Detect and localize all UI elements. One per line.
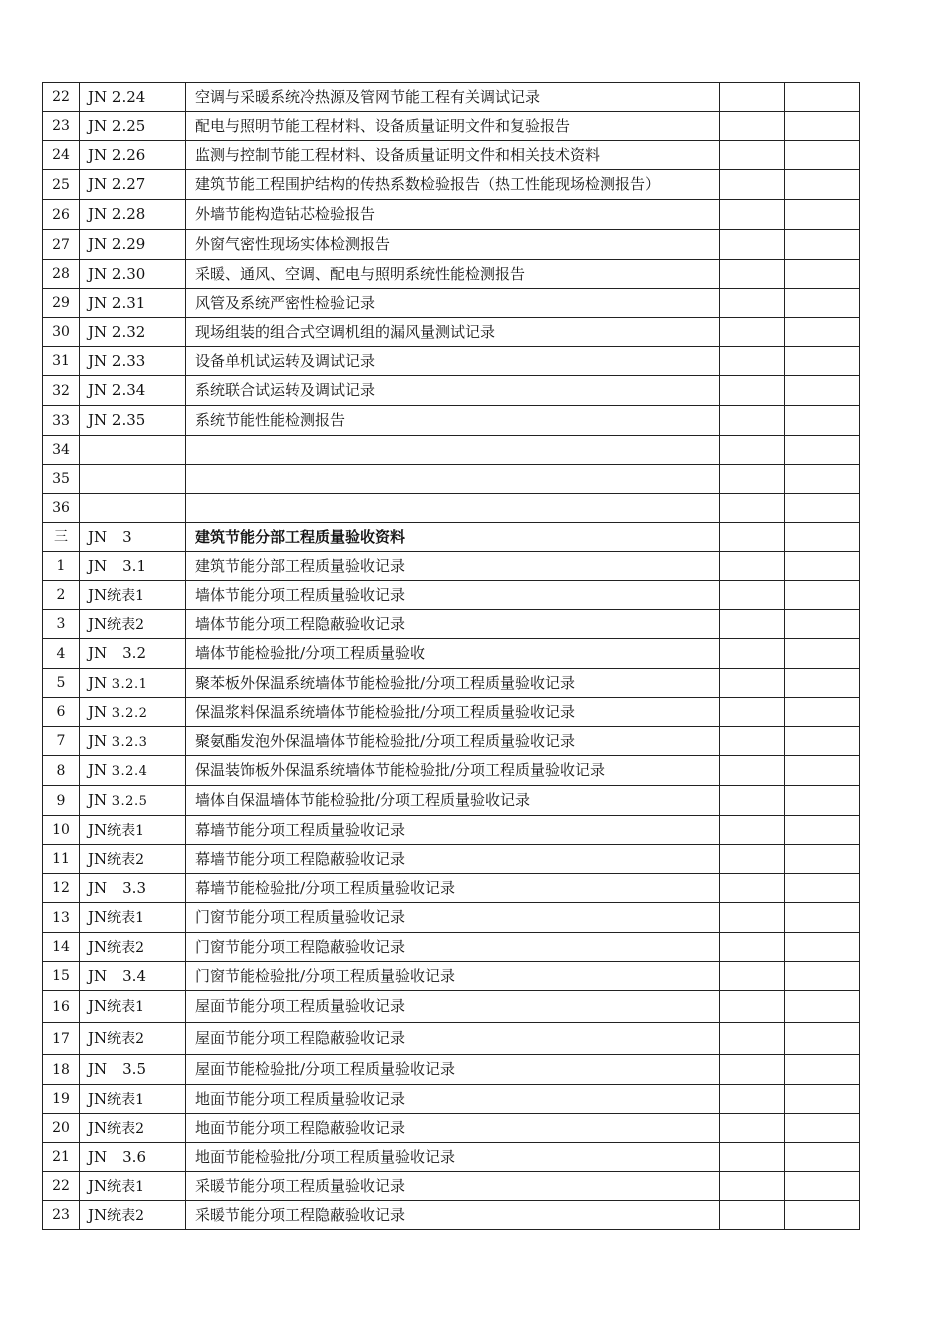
document-title: 墙体节能分项工程质量验收记录 — [186, 581, 720, 610]
table-row — [43, 962, 860, 991]
blank-cell-a — [720, 1055, 785, 1085]
document-code-suffix: 统表2 — [107, 939, 145, 956]
table-row — [43, 465, 860, 494]
row-number: 22 — [43, 1172, 80, 1201]
row-number: 10 — [43, 816, 80, 845]
document-code — [80, 1114, 186, 1143]
document-code: JN 2.32 — [80, 318, 186, 347]
document-code — [80, 933, 186, 962]
blank-cell-b — [785, 494, 860, 523]
table-row — [43, 1143, 860, 1172]
document-code: JN 3.1 — [80, 552, 186, 581]
document-code: JN 2.28 — [80, 200, 186, 230]
row-number: 7 — [43, 727, 80, 756]
table-row — [43, 698, 860, 727]
document-title: 门窗节能分项工程隐蔽验收记录 — [186, 933, 720, 962]
row-number: 13 — [43, 903, 80, 933]
document-title: 空调与采暖系统冷热源及管网节能工程有关调试记录 — [186, 83, 720, 112]
document-code — [80, 610, 186, 639]
row-number: 6 — [43, 698, 80, 727]
document-title: 墙体自保温墙体节能检验批/分项工程质量验收记录 — [186, 786, 720, 816]
row-number: 28 — [43, 260, 80, 289]
blank-cell-a — [720, 903, 785, 933]
blank-cell-a — [720, 845, 785, 874]
row-number: 26 — [43, 200, 80, 230]
blank-cell-b — [785, 1201, 860, 1230]
document-code — [80, 756, 186, 786]
blank-cell-a — [720, 83, 785, 112]
row-number: 23 — [43, 112, 80, 141]
document-code — [80, 581, 186, 610]
table-row — [43, 83, 860, 112]
row-number: 15 — [43, 962, 80, 991]
blank-cell-a — [720, 170, 785, 200]
document-code — [80, 786, 186, 816]
document-code: JN 3 — [80, 523, 186, 552]
document-code — [80, 727, 186, 756]
blank-cell-b — [785, 1085, 860, 1114]
blank-cell-a — [720, 1085, 785, 1114]
document-title: 建筑节能分部工程质量验收记录 — [186, 552, 720, 581]
blank-cell-a — [720, 1201, 785, 1230]
document-code: JN 3.6 — [80, 1143, 186, 1172]
row-number: 16 — [43, 991, 80, 1023]
blank-cell-b — [785, 669, 860, 698]
document-title: 系统联合试运转及调试记录 — [186, 376, 720, 406]
row-number: 21 — [43, 1143, 80, 1172]
table-row — [43, 112, 860, 141]
document-code-prefix: JN — [88, 849, 108, 868]
table-row — [43, 756, 860, 786]
blank-cell-a — [720, 933, 785, 962]
blank-cell-a — [720, 1172, 785, 1201]
document-code: JN 2.30 — [80, 260, 186, 289]
document-code: JN 2.33 — [80, 347, 186, 376]
document-code-suffix: 3.2.1 — [107, 676, 148, 692]
blank-cell-a — [720, 260, 785, 289]
document-title: 幕墙节能分项工程隐蔽验收记录 — [186, 845, 720, 874]
table-row — [43, 376, 860, 406]
row-number: 25 — [43, 170, 80, 200]
document-code — [80, 1201, 186, 1230]
table-row — [43, 494, 860, 523]
row-number: 8 — [43, 756, 80, 786]
blank-cell-a — [720, 552, 785, 581]
document-code-suffix: 3.2.4 — [107, 764, 148, 779]
blank-cell-b — [785, 991, 860, 1023]
row-number: 三 — [43, 523, 80, 552]
document-code — [80, 669, 186, 698]
blank-cell-b — [785, 523, 860, 552]
document-title: 屋面节能分项工程质量验收记录 — [186, 991, 720, 1023]
blank-cell-a — [720, 141, 785, 170]
blank-cell-b — [785, 1114, 860, 1143]
blank-cell-b — [785, 639, 860, 669]
table-row — [43, 874, 860, 903]
document-code — [80, 465, 186, 494]
table-row — [43, 289, 860, 318]
blank-cell-b — [785, 786, 860, 816]
document-code: JN 2.31 — [80, 289, 186, 318]
document-code-suffix: 统表2 — [107, 616, 145, 633]
row-number: 17 — [43, 1023, 80, 1055]
blank-cell-a — [720, 230, 785, 260]
document-title: 采暖节能分项工程质量验收记录 — [186, 1172, 720, 1201]
table-row — [43, 141, 860, 170]
table-row — [43, 1114, 860, 1143]
document-code-prefix: JN — [88, 1205, 108, 1224]
blank-cell-b — [785, 112, 860, 141]
table-row — [43, 669, 860, 698]
document-title: 地面节能分项工程隐蔽验收记录 — [186, 1114, 720, 1143]
blank-cell-b — [785, 756, 860, 786]
table-body — [43, 83, 860, 1230]
blank-cell-a — [720, 436, 785, 465]
document-code-prefix: JN — [88, 673, 108, 692]
blank-cell-a — [720, 874, 785, 903]
table-row — [43, 1023, 860, 1055]
blank-cell-a — [720, 756, 785, 786]
table-row — [43, 639, 860, 669]
blank-cell-a — [720, 465, 785, 494]
document-code: JN 2.34 — [80, 376, 186, 406]
document-code-suffix: 统表2 — [107, 1120, 145, 1137]
blank-cell-b — [785, 874, 860, 903]
section-row — [43, 523, 860, 552]
table-row — [43, 581, 860, 610]
blank-cell-a — [720, 406, 785, 436]
row-number: 24 — [43, 141, 80, 170]
blank-cell-a — [720, 1114, 785, 1143]
row-number: 32 — [43, 376, 80, 406]
document-code-prefix: JN — [88, 1176, 108, 1195]
document-code-suffix: 3.2.2 — [107, 705, 148, 721]
row-number: 5 — [43, 669, 80, 698]
table-row — [43, 991, 860, 1023]
row-number: 14 — [43, 933, 80, 962]
document-code-suffix: 统表1 — [107, 1091, 145, 1108]
row-number: 27 — [43, 230, 80, 260]
document-code-prefix: JN — [88, 1118, 108, 1137]
document-title: 聚苯板外保温系统墙体节能检验批/分项工程质量验收记录 — [186, 669, 720, 698]
blank-cell-b — [785, 141, 860, 170]
blank-cell-b — [785, 610, 860, 639]
document-code-prefix: JN — [88, 937, 108, 956]
blank-cell-a — [720, 376, 785, 406]
table-row — [43, 903, 860, 933]
table-row — [43, 816, 860, 845]
table-row — [43, 347, 860, 376]
document-title — [186, 436, 720, 465]
row-number: 2 — [43, 581, 80, 610]
row-number: 35 — [43, 465, 80, 494]
table-row — [43, 318, 860, 347]
document-title: 聚氨酯发泡外保温墙体节能检验批/分项工程质量验收记录 — [186, 727, 720, 756]
row-number: 29 — [43, 289, 80, 318]
blank-cell-b — [785, 406, 860, 436]
blank-cell-b — [785, 318, 860, 347]
row-number: 4 — [43, 639, 80, 669]
blank-cell-a — [720, 669, 785, 698]
blank-cell-b — [785, 581, 860, 610]
blank-cell-b — [785, 436, 860, 465]
document-code: JN 3.4 — [80, 962, 186, 991]
document-code-suffix: 统表2 — [107, 1031, 145, 1047]
document-code: JN 2.29 — [80, 230, 186, 260]
document-code — [80, 1085, 186, 1114]
blank-cell-a — [720, 581, 785, 610]
document-title: 采暖、通风、空调、配电与照明系统性能检测报告 — [186, 260, 720, 289]
document-title: 现场组装的组合式空调机组的漏风量测试记录 — [186, 318, 720, 347]
document-title: 地面节能检验批/分项工程质量验收记录 — [186, 1143, 720, 1172]
table-row — [43, 610, 860, 639]
document-title: 保温浆料保温系统墙体节能检验批/分项工程质量验收记录 — [186, 698, 720, 727]
blank-cell-a — [720, 494, 785, 523]
table-row — [43, 727, 860, 756]
document-code — [80, 1172, 186, 1201]
blank-cell-b — [785, 230, 860, 260]
blank-cell-b — [785, 816, 860, 845]
blank-cell-b — [785, 1172, 860, 1201]
document-code-suffix: 统表1 — [107, 822, 145, 839]
blank-cell-a — [720, 698, 785, 727]
document-code-prefix: JN — [88, 791, 108, 809]
document-title: 墙体节能检验批/分项工程质量验收 — [186, 639, 720, 669]
document-code-prefix: JN — [88, 1089, 108, 1108]
blank-cell-a — [720, 523, 785, 552]
document-code: JN 2.25 — [80, 112, 186, 141]
blank-cell-a — [720, 318, 785, 347]
blank-cell-b — [785, 465, 860, 494]
blank-cell-b — [785, 933, 860, 962]
document-title — [186, 465, 720, 494]
document-title — [186, 494, 720, 523]
row-number: 11 — [43, 845, 80, 874]
blank-cell-b — [785, 83, 860, 112]
blank-cell-b — [785, 170, 860, 200]
document-title: 幕墙节能检验批/分项工程质量验收记录 — [186, 874, 720, 903]
document-title: 系统节能性能检测报告 — [186, 406, 720, 436]
document-title: 采暖节能分项工程隐蔽验收记录 — [186, 1201, 720, 1230]
row-number: 18 — [43, 1055, 80, 1085]
table-row — [43, 230, 860, 260]
document-code-suffix: 统表1 — [107, 1178, 145, 1195]
document-code-suffix: 3.2.3 — [107, 734, 148, 750]
row-number: 1 — [43, 552, 80, 581]
blank-cell-a — [720, 991, 785, 1023]
document-code-suffix: 统表2 — [107, 1207, 145, 1224]
blank-cell-a — [720, 347, 785, 376]
document-title: 建筑节能工程围护结构的传热系数检验报告（热工性能现场检测报告） — [186, 170, 720, 200]
blank-cell-b — [785, 260, 860, 289]
document-code — [80, 816, 186, 845]
document-title: 门窗节能分项工程质量验收记录 — [186, 903, 720, 933]
blank-cell-b — [785, 1143, 860, 1172]
document-title: 外墙节能构造钻芯检验报告 — [186, 200, 720, 230]
document-code-prefix: JN — [88, 1029, 108, 1047]
document-code — [80, 845, 186, 874]
blank-cell-a — [720, 112, 785, 141]
document-code: JN 2.26 — [80, 141, 186, 170]
blank-cell-a — [720, 786, 785, 816]
row-number: 19 — [43, 1085, 80, 1114]
document-title: 配电与照明节能工程材料、设备质量证明文件和复验报告 — [186, 112, 720, 141]
document-code-prefix: JN — [88, 761, 108, 779]
document-code — [80, 698, 186, 727]
blank-cell-a — [720, 727, 785, 756]
blank-cell-a — [720, 816, 785, 845]
row-number: 23 — [43, 1201, 80, 1230]
blank-cell-b — [785, 552, 860, 581]
row-number: 20 — [43, 1114, 80, 1143]
blank-cell-b — [785, 727, 860, 756]
blank-cell-b — [785, 962, 860, 991]
row-number: 3 — [43, 610, 80, 639]
row-number: 9 — [43, 786, 80, 816]
document-code-prefix: JN — [88, 997, 108, 1015]
table-row — [43, 260, 860, 289]
row-number: 22 — [43, 83, 80, 112]
document-title: 屋面节能检验批/分项工程质量验收记录 — [186, 1055, 720, 1085]
document-code-suffix: 统表1 — [107, 910, 145, 926]
document-code — [80, 436, 186, 465]
document-code — [80, 991, 186, 1023]
row-number: 12 — [43, 874, 80, 903]
document-code — [80, 1023, 186, 1055]
table-row — [43, 1055, 860, 1085]
document-title: 建筑节能分部工程质量验收资料 — [186, 523, 720, 552]
table-row — [43, 933, 860, 962]
blank-cell-b — [785, 698, 860, 727]
document-code-prefix: JN — [88, 614, 108, 633]
document-title: 幕墙节能分项工程质量验收记录 — [186, 816, 720, 845]
row-number: 36 — [43, 494, 80, 523]
row-number: 30 — [43, 318, 80, 347]
table-row — [43, 200, 860, 230]
document-title: 监测与控制节能工程材料、设备质量证明文件和相关技术资料 — [186, 141, 720, 170]
blank-cell-b — [785, 289, 860, 318]
table-row — [43, 552, 860, 581]
table-row — [43, 406, 860, 436]
document-code: JN 2.27 — [80, 170, 186, 200]
document-code-prefix: JN — [88, 731, 108, 750]
table-row — [43, 1085, 860, 1114]
document-code — [80, 494, 186, 523]
blank-cell-a — [720, 1143, 785, 1172]
document-title: 地面节能分项工程质量验收记录 — [186, 1085, 720, 1114]
document-code: JN 3.2 — [80, 639, 186, 669]
document-code-suffix: 统表1 — [107, 999, 145, 1015]
table-row — [43, 786, 860, 816]
blank-cell-b — [785, 376, 860, 406]
blank-cell-b — [785, 200, 860, 230]
document-title: 墙体节能分项工程隐蔽验收记录 — [186, 610, 720, 639]
blank-cell-a — [720, 610, 785, 639]
document-code: JN 2.35 — [80, 406, 186, 436]
document-title: 保温装饰板外保温系统墙体节能检验批/分项工程质量验收记录 — [186, 756, 720, 786]
row-number: 33 — [43, 406, 80, 436]
document-index-table — [42, 82, 860, 1230]
document-code-suffix: 统表1 — [107, 587, 145, 604]
blank-cell-b — [785, 903, 860, 933]
table-row — [43, 1201, 860, 1230]
blank-cell-b — [785, 1023, 860, 1055]
row-number: 34 — [43, 436, 80, 465]
blank-cell-b — [785, 1055, 860, 1085]
table-row — [43, 170, 860, 200]
document-title: 设备单机试运转及调试记录 — [186, 347, 720, 376]
table-row — [43, 436, 860, 465]
blank-cell-a — [720, 200, 785, 230]
table-row — [43, 1172, 860, 1201]
document-code-suffix: 统表2 — [107, 851, 145, 868]
document-code-prefix: JN — [88, 908, 108, 926]
document-code-suffix: 3.2.5 — [107, 794, 148, 809]
blank-cell-a — [720, 289, 785, 318]
document-title: 外窗气密性现场实体检测报告 — [186, 230, 720, 260]
document-code — [80, 903, 186, 933]
table-row — [43, 845, 860, 874]
document-title: 屋面节能分项工程隐蔽验收记录 — [186, 1023, 720, 1055]
blank-cell-a — [720, 962, 785, 991]
document-title: 门窗节能检验批/分项工程质量验收记录 — [186, 962, 720, 991]
blank-cell-b — [785, 347, 860, 376]
document-code: JN 3.3 — [80, 874, 186, 903]
document-code: JN 2.24 — [80, 83, 186, 112]
document-code-prefix: JN — [88, 702, 108, 721]
document-code-prefix: JN — [88, 585, 108, 604]
blank-cell-a — [720, 1023, 785, 1055]
document-code: JN 3.5 — [80, 1055, 186, 1085]
row-number: 31 — [43, 347, 80, 376]
blank-cell-b — [785, 845, 860, 874]
document-code-prefix: JN — [88, 820, 108, 839]
document-title: 风管及系统严密性检验记录 — [186, 289, 720, 318]
blank-cell-a — [720, 639, 785, 669]
